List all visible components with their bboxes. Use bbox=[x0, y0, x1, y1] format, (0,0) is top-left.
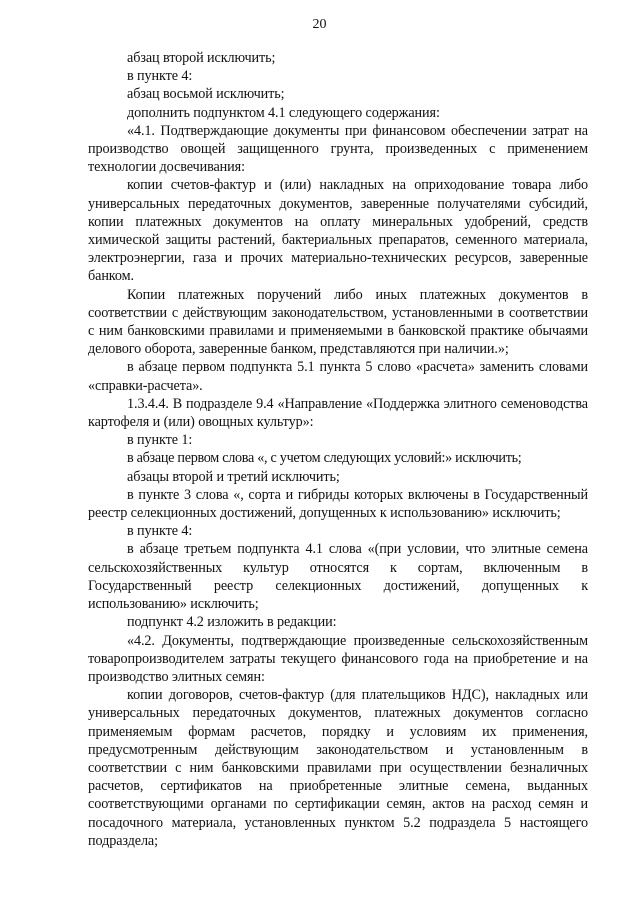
paragraph: «4.1. Подтверждающие документы при финансовом обеспечении затрат на производство овощей защищенного грунта, произведенных с применением технологии досвечивания: bbox=[88, 122, 588, 176]
paragraph: абзац второй исключить; bbox=[127, 50, 276, 66]
document-body bbox=[88, 49, 588, 850]
paragraph: в пункте 4: bbox=[127, 68, 193, 85]
paragraph: дополнить подпунктом 4.1 следующего содержания: bbox=[127, 104, 440, 121]
paragraph: в абзаце первом подпункта 5.1 пункта 5 слово «расчета» заменить словами «справки-расчета». bbox=[88, 359, 588, 394]
paragraph: копии счетов-фактур и (или) накладных на оприходование товара либо универсальных передаточных документов, заверенные получателями субсидий, копии платежных документов на оплату минеральных удобрений, средств химической защиты растений, бактериальных препаратов, семенного материала, электроэнергии, газа и прочих материально-технических ресурсов, заверенные банком. bbox=[88, 177, 588, 285]
paragraph: в абзаце третьем подпункта 4.1 слова «(при условии, что элитные семена сельскохозяйственных культур относятся к сортам, включенным в Государственный реестр селекционных достижений, допущенных к использованию» исключить; bbox=[88, 541, 588, 613]
paragraph: копии договоров, счетов-фактур (для плательщиков НДС), накладных или универсальных передаточных документов, платежных документов согласно применяемым формам расчетов, порядку и условиям их применения, предусмотренным действующим законодательством и установленным в соответствии с ним банковскими правилами при осуществлении безналичных расчетов, сертификатов на приобретенные элитные семена, выданных соответствующими органами по сертификации семян, актов на расход семян и посадочного материала, установленных пунктом 5.2 подраздела 5 настоящего подраздела; bbox=[88, 687, 588, 849]
paragraph: в абзаце первом слова «, с учетом следующих условий:» исключить; bbox=[127, 450, 522, 467]
paragraph: в пункте 3 слова «, сорта и гибриды которых включены в Государственный реестр селекционных достижений, допущенных к использованию» исключить; bbox=[88, 486, 588, 522]
paragraph: подпункт 4.2 изложить в редакции: bbox=[127, 614, 337, 631]
paragraph: абзац восьмой исключить; bbox=[127, 86, 285, 103]
paragraph: Копии платежных поручений либо иных платежных документов в соответствии с действующим законодательством, установленными в соответствии с ним банковскими правилами и применяемыми в банковской практике обычаями делового оборота, заверенные банком, представляются при наличии.»; bbox=[88, 286, 588, 358]
paragraph: в пункте 4: bbox=[127, 523, 193, 540]
page-number: 20 bbox=[312, 17, 327, 32]
paragraph: «4.2. Документы, подтверждающие произведенные сельскохозяйственным товаропроизводителем затраты текущего финансового года на приобретение и на производство элитных семян: bbox=[88, 632, 588, 685]
paragraph: в пункте 1: bbox=[127, 432, 193, 449]
paragraph: абзацы второй и третий исключить; bbox=[127, 468, 340, 485]
paragraph: 1.3.4.4. В подразделе 9.4 «Направление «Поддержка элитного семеноводства картофеля и (или) овощных культур»: bbox=[88, 395, 588, 431]
